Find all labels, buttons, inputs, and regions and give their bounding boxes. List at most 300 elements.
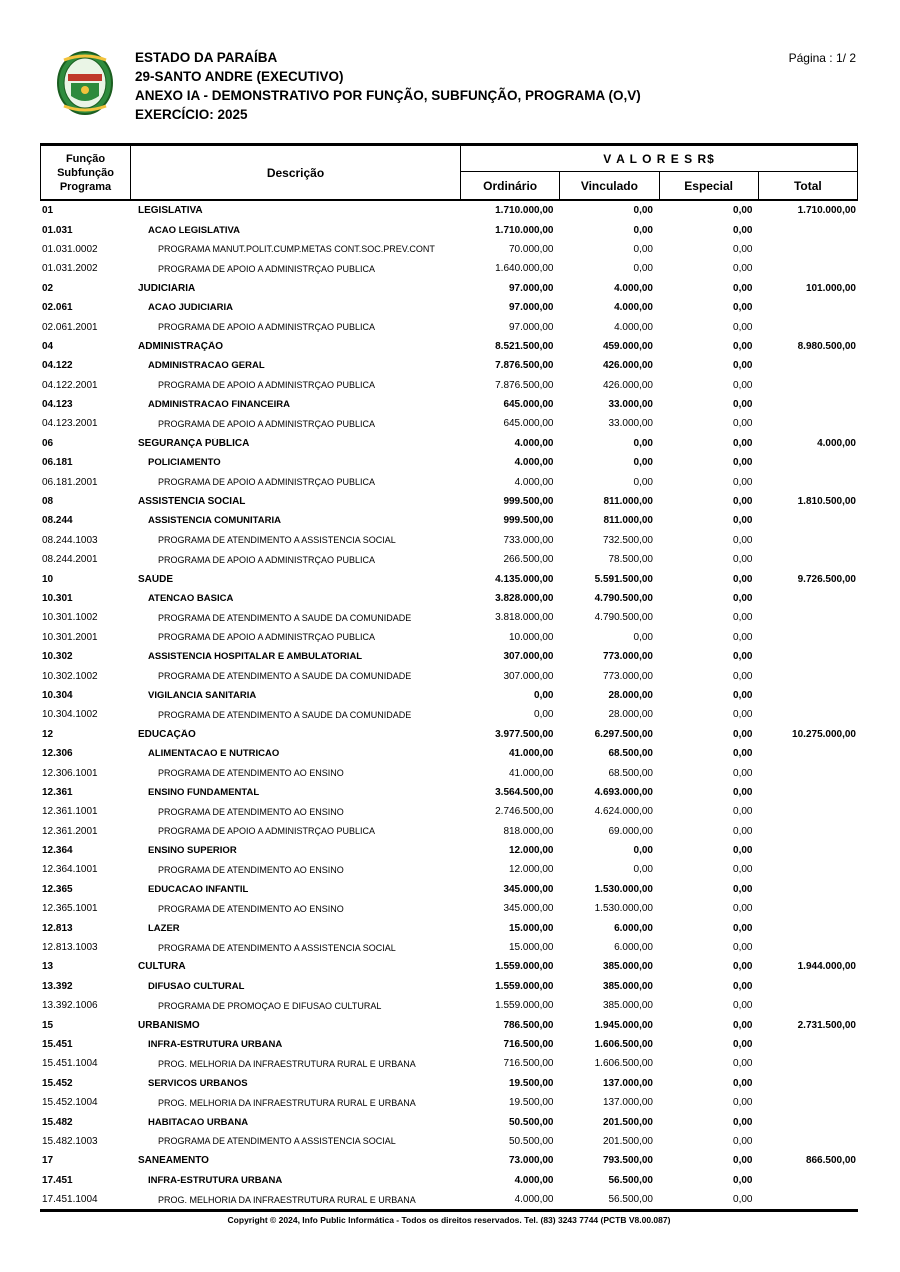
row-code: 08 xyxy=(42,496,54,508)
row-code: 17.451.1004 xyxy=(42,1194,98,1206)
row-code: 01.031.2002 xyxy=(42,263,98,275)
row-vinculado-value: 137.000,00 xyxy=(602,1077,653,1089)
row-vinculado-value: 201.500,00 xyxy=(602,1116,653,1128)
row-description: EDUCACAO INFANTIL xyxy=(148,883,249,895)
row-ordinario-value: 0,00 xyxy=(534,709,554,721)
table-row xyxy=(40,511,858,530)
row-total-value: 2.731.500,00 xyxy=(797,1019,856,1031)
row-description: PROGRAMA DE APOIO A ADMINISTRÇAO PUBLICA xyxy=(158,418,376,429)
column-header-funcao xyxy=(41,146,131,199)
row-ordinario-value: 3.828.000,00 xyxy=(495,593,554,604)
row-code: 01.031 xyxy=(42,224,73,236)
row-code: 12.813 xyxy=(42,922,73,934)
row-vinculado-value: 56.500,00 xyxy=(608,1174,653,1186)
table-row xyxy=(40,705,858,724)
row-especial-value: 0,00 xyxy=(733,883,753,895)
row-ordinario-value: 818.000,00 xyxy=(503,825,554,837)
row-especial-value: 0,00 xyxy=(733,1135,753,1147)
row-especial-value: 0,00 xyxy=(733,302,753,314)
table-row xyxy=(40,492,858,511)
row-ordinario-value: 733.000,00 xyxy=(503,534,554,546)
row-especial-value: 0,00 xyxy=(733,282,753,294)
table-row xyxy=(40,434,858,453)
row-vinculado-value: 385.000,00 xyxy=(602,980,653,992)
column-header-especial: Especial xyxy=(660,172,759,199)
row-vinculado-value: 385.000,00 xyxy=(602,961,653,973)
row-description: PROG. MELHORIA DA INFRAESTRUTURA RURAL E URBANA xyxy=(158,1097,416,1108)
row-especial-value: 0,00 xyxy=(733,1000,753,1012)
row-code: 13.392 xyxy=(42,980,73,992)
header-title-block xyxy=(135,48,856,124)
row-vinculado-value: 33.000,00 xyxy=(608,399,653,411)
table-row xyxy=(40,996,858,1015)
row-especial-value: 0,00 xyxy=(733,476,753,488)
row-total-value: 101.000,00 xyxy=(805,282,856,294)
row-ordinario-value: 4.000,00 xyxy=(514,437,554,449)
row-vinculado-value: 0,00 xyxy=(633,864,653,876)
row-vinculado-value: 773.000,00 xyxy=(602,670,653,682)
table-row xyxy=(40,259,858,278)
row-code: 08.244.1003 xyxy=(42,534,98,546)
row-code: 04.122 xyxy=(42,360,73,372)
row-especial-value: 0,00 xyxy=(733,360,753,372)
table-row xyxy=(40,938,858,957)
table-row xyxy=(40,201,858,220)
row-code: 12.361 xyxy=(42,786,73,798)
row-code: 10.302.1002 xyxy=(42,670,98,682)
row-code: 08.244 xyxy=(42,515,73,527)
row-vinculado-value: 4.624.000,00 xyxy=(594,806,653,818)
row-code: 12.306 xyxy=(42,748,73,760)
row-ordinario-value: 4.135.000,00 xyxy=(495,573,554,585)
row-especial-value: 0,00 xyxy=(733,961,753,973)
row-code: 04 xyxy=(42,340,54,352)
row-description: SAÚDE xyxy=(138,573,174,585)
row-code: 12.361.2001 xyxy=(42,825,98,837)
row-especial-value: 0,00 xyxy=(733,689,753,701)
row-ordinario-value: 307.000,00 xyxy=(503,670,554,682)
table-row xyxy=(40,957,858,976)
header-entity: 29-SANTO ANDRE (EXECUTIVO) xyxy=(135,69,344,84)
row-code: 15.482 xyxy=(42,1116,73,1128)
table-row xyxy=(40,783,858,802)
row-description: PROGRAMA DE ATENDIMENTO AO ENSINO xyxy=(158,806,344,817)
row-description: PROG. MELHORIA DA INFRAESTRUTURA RURAL E URBANA xyxy=(158,1058,416,1069)
column-header-funcao-line3: Programa xyxy=(59,180,112,193)
row-especial-value: 0,00 xyxy=(733,845,753,857)
table-row xyxy=(40,802,858,821)
row-especial-value: 0,00 xyxy=(733,243,753,255)
row-especial-value: 0,00 xyxy=(733,922,753,934)
row-description: CULTURA xyxy=(138,961,186,973)
table-row xyxy=(40,899,858,918)
row-ordinario-value: 7.876.500,00 xyxy=(495,360,554,372)
row-description: ASSISTÊNCIA SOCIAL xyxy=(138,496,246,508)
row-description: PROGRAMA DE PROMOÇAO E DIFUSAO CULTURAL xyxy=(158,1000,382,1011)
table-row xyxy=(40,647,858,666)
row-vinculado-value: 5.591.500,00 xyxy=(594,573,653,585)
row-total-value: 866.500,00 xyxy=(805,1155,856,1167)
row-code: 01.031.0002 xyxy=(42,243,98,255)
table-row xyxy=(40,744,858,763)
row-description: PROGRAMA MANUT.POLIT.CUMP.METAS CONT.SOC.PREV.CONT xyxy=(158,244,435,255)
table-row xyxy=(40,317,858,336)
row-vinculado-value: 4.790.500,00 xyxy=(594,593,653,604)
row-description: HABITACAO URBANA xyxy=(148,1116,249,1128)
row-especial-value: 0,00 xyxy=(733,554,753,566)
row-description: PROGRAMA DE APOIO A ADMINISTRÇAO PUBLICA xyxy=(158,826,376,837)
row-ordinario-value: 345.000,00 xyxy=(503,883,554,895)
row-especial-value: 0,00 xyxy=(733,496,753,508)
row-vinculado-value: 1.606.500,00 xyxy=(594,1058,653,1070)
row-ordinario-value: 41.000,00 xyxy=(509,767,554,779)
row-code: 15.452 xyxy=(42,1077,73,1089)
row-especial-value: 0,00 xyxy=(733,418,753,430)
row-ordinario-value: 4.000,00 xyxy=(514,457,554,469)
row-ordinario-value: 50.500,00 xyxy=(509,1135,554,1147)
row-vinculado-value: 6.000,00 xyxy=(614,922,653,934)
row-vinculado-value: 1.530.000,00 xyxy=(594,903,653,915)
row-description: LAZER xyxy=(148,922,180,934)
row-especial-value: 0,00 xyxy=(733,321,753,333)
row-description: ASSISTENCIA COMUNITARIA xyxy=(148,515,281,527)
row-especial-value: 0,00 xyxy=(733,709,753,721)
row-vinculado-value: 426.000,00 xyxy=(602,360,653,372)
row-vinculado-value: 732.500,00 xyxy=(602,534,653,546)
row-description: PROGRAMA DE ATENDIMENTO AO ENSINO xyxy=(158,903,344,914)
row-especial-value: 0,00 xyxy=(733,980,753,992)
row-ordinario-value: 266.500,00 xyxy=(503,554,554,566)
row-code: 17.451 xyxy=(42,1174,73,1186)
row-vinculado-value: 78.500,00 xyxy=(608,554,653,566)
row-code: 15 xyxy=(42,1019,54,1031)
row-vinculado-value: 811.000,00 xyxy=(603,515,653,527)
row-vinculado-value: 426.000,00 xyxy=(602,379,653,391)
row-code: 10.302 xyxy=(42,651,73,663)
row-especial-value: 0,00 xyxy=(733,903,753,915)
row-description: PROGRAMA DE ATENDIMENTO A ASSISTENCIA SOCIAL xyxy=(158,942,396,953)
row-ordinario-value: 716.500,00 xyxy=(503,1058,554,1070)
row-vinculado-value: 773.000,00 xyxy=(602,651,653,663)
row-ordinario-value: 70.000,00 xyxy=(509,243,554,255)
row-ordinario-value: 3.818.000,00 xyxy=(495,612,554,624)
row-code: 12.306.1001 xyxy=(42,767,98,779)
row-especial-value: 0,00 xyxy=(733,1194,753,1206)
row-ordinario-value: 97.000,00 xyxy=(509,302,554,314)
row-code: 04.122.2001 xyxy=(42,379,98,391)
footer-copyright: Copyright © 2024, Info Public Informática - Todos os direitos reservados. Tel. (83) 3243 7744 (PCTB V8.00.087) xyxy=(227,1215,671,1225)
row-ordinario-value: 4.000,00 xyxy=(514,1174,554,1186)
row-vinculado-value: 811.000,00 xyxy=(603,496,653,508)
row-total-value: 4.000,00 xyxy=(817,437,856,449)
table-row xyxy=(40,1035,858,1054)
row-especial-value: 0,00 xyxy=(733,670,753,682)
table-row xyxy=(40,1190,858,1209)
row-code: 10.304 xyxy=(42,689,73,701)
row-description: PROGRAMA DE APOIO A ADMINISTRÇAO PUBLICA xyxy=(158,554,376,565)
table-row xyxy=(40,763,858,782)
row-vinculado-value: 68.500,00 xyxy=(608,767,653,779)
row-code: 02.061 xyxy=(42,302,73,314)
row-vinculado-value: 0,00 xyxy=(633,263,653,275)
column-header-total: Total xyxy=(793,178,822,193)
row-especial-value: 0,00 xyxy=(733,534,753,546)
row-description: PROGRAMA DE ATENDIMENTO AO ENSINO xyxy=(158,864,344,875)
row-ordinario-value: 1.559.000,00 xyxy=(495,961,554,973)
row-description: ADMINISTRACAO FINANCEIRA xyxy=(148,399,290,411)
row-total-value: 10.275.000,00 xyxy=(792,728,856,740)
row-ordinario-value: 97.000,00 xyxy=(509,282,554,294)
row-especial-value: 0,00 xyxy=(733,942,753,954)
row-vinculado-value: 459.000,00 xyxy=(602,340,653,352)
row-ordinario-value: 645.000,00 xyxy=(503,399,554,411)
row-vinculado-value: 4.693.000,00 xyxy=(594,786,653,798)
row-code: 13.392.1006 xyxy=(42,1000,98,1012)
row-ordinario-value: 1.559.000,00 xyxy=(495,980,554,992)
row-ordinario-value: 1.559.000,00 xyxy=(495,1000,554,1012)
row-ordinario-value: 4.000,00 xyxy=(514,476,554,488)
row-description: POLICIAMENTO xyxy=(148,457,221,469)
page-number-label: Página : 1/ 2 xyxy=(788,51,856,65)
row-ordinario-value: 73.000,00 xyxy=(509,1155,554,1167)
row-vinculado-value: 4.000,00 xyxy=(614,302,653,314)
row-especial-value: 0,00 xyxy=(733,1116,753,1128)
row-code: 10.304.1002 xyxy=(42,709,98,721)
table-row xyxy=(40,666,858,685)
row-code: 06.181.2001 xyxy=(42,476,98,488)
table-row xyxy=(40,414,858,433)
row-code: 12.813.1003 xyxy=(42,942,98,954)
document-header xyxy=(40,48,856,138)
row-description: EDUCAÇÃO xyxy=(138,728,196,740)
row-total-value: 1.944.000,00 xyxy=(797,961,856,973)
table-body xyxy=(40,201,858,1212)
table-row xyxy=(40,279,858,298)
row-description: ENSINO FUNDAMENTAL xyxy=(148,786,260,798)
row-code: 01 xyxy=(42,205,54,217)
row-description: PROGRAMA DE APOIO A ADMINISTRÇAO PUBLICA xyxy=(158,380,376,391)
row-vinculado-value: 56.500,00 xyxy=(608,1194,653,1206)
row-especial-value: 0,00 xyxy=(733,515,753,527)
table-row xyxy=(40,628,858,647)
row-description: URBANISMO xyxy=(138,1019,200,1031)
row-ordinario-value: 10.000,00 xyxy=(509,631,554,643)
row-especial-value: 0,00 xyxy=(733,379,753,391)
row-description: PROGRAMA DE APOIO A ADMINISTRÇAO PUBLICA xyxy=(158,477,376,488)
row-code: 15.451.1004 xyxy=(42,1058,98,1070)
table-row xyxy=(40,453,858,472)
row-especial-value: 0,00 xyxy=(733,1058,753,1070)
row-code: 04.123.2001 xyxy=(42,418,98,430)
row-vinculado-value: 137.000,00 xyxy=(602,1097,653,1109)
table-row xyxy=(40,1015,858,1034)
row-vinculado-value: 0,00 xyxy=(633,437,653,449)
header-state: ESTADO DA PARAÍBA xyxy=(135,50,278,65)
row-ordinario-value: 12.000,00 xyxy=(509,864,554,876)
row-code: 13 xyxy=(42,961,54,973)
row-especial-value: 0,00 xyxy=(733,806,753,818)
table-row xyxy=(40,880,858,899)
table-row xyxy=(40,860,858,879)
row-description: LEGISLATIVA xyxy=(138,205,203,217)
row-description: INFRA-ESTRUTURA URBANA xyxy=(148,1038,283,1050)
row-ordinario-value: 50.500,00 xyxy=(509,1116,554,1128)
row-vinculado-value: 4.000,00 xyxy=(614,282,653,294)
row-especial-value: 0,00 xyxy=(733,864,753,876)
row-especial-value: 0,00 xyxy=(733,631,753,643)
row-vinculado-value: 6.000,00 xyxy=(614,942,653,954)
row-code: 17 xyxy=(42,1155,54,1167)
row-ordinario-value: 716.500,00 xyxy=(503,1038,554,1050)
row-code: 15.452.1004 xyxy=(42,1097,98,1109)
row-code: 10.301.1002 xyxy=(42,612,98,624)
row-especial-value: 0,00 xyxy=(733,1038,753,1050)
row-description: JUDICIÁRIA xyxy=(138,282,196,294)
row-code: 06.181 xyxy=(42,457,73,469)
row-ordinario-value: 307.000,00 xyxy=(503,651,554,663)
values-header-title: V A L O R E S R$ xyxy=(461,146,857,172)
row-description: INFRA-ESTRUTURA URBANA xyxy=(148,1174,283,1186)
row-ordinario-value: 786.500,00 xyxy=(503,1019,554,1031)
row-description: PROGRAMA DE ATENDIMENTO A SAUDE DA COMUNIDADE xyxy=(158,612,412,623)
row-description: SERVICOS URBANOS xyxy=(148,1077,248,1089)
row-especial-value: 0,00 xyxy=(733,437,753,449)
row-vinculado-value: 0,00 xyxy=(633,243,653,255)
row-ordinario-value: 97.000,00 xyxy=(509,321,554,333)
row-code: 04.123 xyxy=(42,399,73,411)
row-ordinario-value: 345.000,00 xyxy=(503,903,554,915)
row-especial-value: 0,00 xyxy=(733,1174,753,1186)
values-header-group xyxy=(461,146,857,199)
row-ordinario-value: 645.000,00 xyxy=(503,418,554,430)
table-row xyxy=(40,220,858,239)
table-row xyxy=(40,1054,858,1073)
row-especial-value: 0,00 xyxy=(733,205,753,217)
row-description: ACAO JUDICIARIA xyxy=(148,302,233,314)
table-row xyxy=(40,589,858,608)
row-vinculado-value: 201.500,00 xyxy=(602,1135,653,1147)
table-row xyxy=(40,1112,858,1131)
row-vinculado-value: 4.790.500,00 xyxy=(594,612,653,624)
row-especial-value: 0,00 xyxy=(733,573,753,585)
column-header-vinculado: Vinculado xyxy=(560,172,659,199)
row-especial-value: 0,00 xyxy=(733,1155,753,1167)
row-especial-value: 0,00 xyxy=(733,786,753,798)
row-code: 12.364 xyxy=(42,845,73,857)
row-ordinario-value: 999.500,00 xyxy=(503,496,554,508)
row-ordinario-value: 1.640.000,00 xyxy=(495,263,554,275)
table-row xyxy=(40,472,858,491)
row-especial-value: 0,00 xyxy=(733,224,753,236)
row-description: ADMINISTRACAO GERAL xyxy=(148,360,265,372)
row-description: ENSINO SUPERIOR xyxy=(148,845,237,857)
row-description: ATENCAO BASICA xyxy=(148,593,234,604)
row-vinculado-value: 793.500,00 xyxy=(602,1155,653,1167)
row-ordinario-value: 41.000,00 xyxy=(509,748,554,760)
row-code: 12.365 xyxy=(42,883,73,895)
row-especial-value: 0,00 xyxy=(733,651,753,663)
row-code: 10.301.2001 xyxy=(42,631,98,643)
table-header xyxy=(40,143,858,201)
row-vinculado-value: 0,00 xyxy=(633,205,653,217)
row-vinculado-value: 0,00 xyxy=(633,476,653,488)
table-row xyxy=(40,337,858,356)
row-description: VIGILANCIA SANITARIA xyxy=(148,689,257,701)
table-row xyxy=(40,240,858,259)
row-description: PROG. MELHORIA DA INFRAESTRUTURA RURAL E URBANA xyxy=(158,1194,416,1205)
row-description: PROGRAMA DE ATENDIMENTO AO ENSINO xyxy=(158,768,344,779)
row-especial-value: 0,00 xyxy=(733,1097,753,1109)
row-ordinario-value: 4.000,00 xyxy=(514,1194,554,1206)
row-vinculado-value: 69.000,00 xyxy=(608,825,653,837)
row-code: 10 xyxy=(42,573,54,585)
table-row xyxy=(40,298,858,317)
row-description: ADMINISTRAÇÃO xyxy=(138,340,223,352)
table-row xyxy=(40,1074,858,1093)
row-vinculado-value: 68.500,00 xyxy=(608,748,653,760)
row-code: 02.061.2001 xyxy=(42,321,98,333)
row-vinculado-value: 1.606.500,00 xyxy=(594,1038,653,1050)
row-especial-value: 0,00 xyxy=(733,1077,753,1089)
row-ordinario-value: 15.000,00 xyxy=(509,942,554,954)
table-row xyxy=(40,356,858,375)
coat-of-arms-logo xyxy=(54,50,116,116)
row-description: SEGURANÇA PÚBLICA xyxy=(138,437,250,449)
row-especial-value: 0,00 xyxy=(733,1019,753,1031)
row-description: SANEAMENTO xyxy=(138,1155,209,1167)
row-ordinario-value: 15.000,00 xyxy=(509,922,554,934)
row-code: 12.364.1001 xyxy=(42,864,98,876)
row-vinculado-value: 4.000,00 xyxy=(614,321,653,333)
row-especial-value: 0,00 xyxy=(733,263,753,275)
values-subheaders xyxy=(461,172,857,199)
table-row xyxy=(40,1151,858,1170)
row-ordinario-value: 1.710.000,00 xyxy=(495,205,554,217)
row-description: PROGRAMA DE ATENDIMENTO A SAUDE DA COMUNIDADE xyxy=(158,709,412,720)
row-code: 12.361.1001 xyxy=(42,806,98,818)
table-row xyxy=(40,395,858,414)
row-code: 12.365.1001 xyxy=(42,903,98,915)
row-especial-value: 0,00 xyxy=(733,457,753,469)
table-row xyxy=(40,686,858,705)
table-row xyxy=(40,608,858,627)
row-description: PROGRAMA DE APOIO A ADMINISTRÇAO PUBLICA xyxy=(158,263,376,274)
budget-table xyxy=(40,143,858,1212)
row-ordinario-value: 7.876.500,00 xyxy=(495,379,554,391)
table-row xyxy=(40,1171,858,1190)
row-description: DIFUSAO CULTURAL xyxy=(148,980,245,992)
row-vinculado-value: 1.530.000,00 xyxy=(594,883,653,895)
row-code: 02 xyxy=(42,282,54,294)
row-ordinario-value: 19.500,00 xyxy=(509,1077,554,1089)
row-vinculado-value: 33.000,00 xyxy=(608,418,653,430)
row-especial-value: 0,00 xyxy=(733,767,753,779)
header-exercise: EXERCÍCIO: 2025 xyxy=(135,107,248,122)
row-especial-value: 0,00 xyxy=(733,612,753,624)
row-ordinario-value: 0,00 xyxy=(534,689,554,701)
row-vinculado-value: 0,00 xyxy=(633,631,653,643)
row-code: 15.482.1003 xyxy=(42,1135,98,1147)
row-especial-value: 0,00 xyxy=(733,728,753,740)
row-code: 10.301 xyxy=(42,593,73,604)
row-code: 06 xyxy=(42,437,54,449)
row-vinculado-value: 28.000,00 xyxy=(608,709,653,721)
row-description: PROGRAMA DE APOIO A ADMINISTRÇAO PUBLICA xyxy=(158,632,376,643)
row-ordinario-value: 3.564.500,00 xyxy=(495,786,554,798)
row-code: 15.451 xyxy=(42,1038,73,1050)
row-description: PROGRAMA DE ATENDIMENTO A SAUDE DA COMUNIDADE xyxy=(158,671,412,682)
header-report-title: ANEXO IA - DEMONSTRATIVO POR FUNÇÃO, SUBFUNÇÃO, PROGRAMA (O,V) xyxy=(135,88,641,103)
